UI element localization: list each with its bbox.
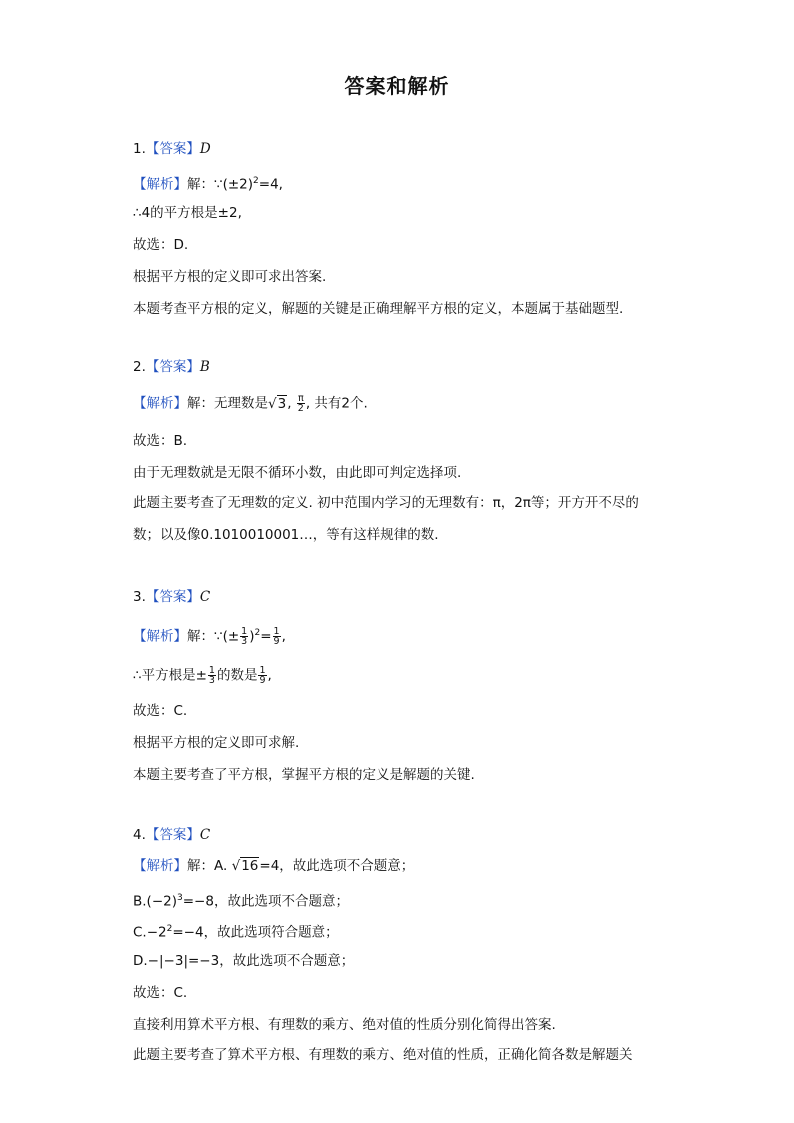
- q4-answer-line: [133, 826, 210, 844]
- answer-label: 【答案】: [145, 141, 200, 157]
- q2-line-4: 此题主要考查了无理数的定义. 初中范围内学习的无理数有：π，2π等；开方开不尽的: [133, 495, 639, 511]
- answer-label: 【答案】: [145, 359, 200, 375]
- q2-number: 2.: [133, 359, 146, 375]
- q1-analysis-line: 【解析】解：$\because(\pm 2)^2=4$,: [133, 176, 283, 193]
- q1-answer: D: [199, 141, 211, 157]
- q3-analysis-line: 【解析】解：∵(± $\frac{1}{3}$ )$^2$= $\frac{1}{9}$ ,: [133, 626, 286, 647]
- q4-line-2: $B.(-2)^3=-8$，故此选项不合题意；: [133, 893, 349, 910]
- q2-answer: B: [199, 359, 210, 375]
- q1-answer-line: [133, 140, 211, 158]
- q2-answer-line: [133, 358, 210, 376]
- page-title: 答案和解析: [344, 74, 450, 98]
- fraction: $\frac{1}{3}$: [241, 626, 248, 647]
- fraction: $\frac{1}{9}$: [273, 626, 280, 647]
- sqrt-expression: √16: [231, 858, 259, 874]
- fraction: $\frac{1}{3}$: [208, 665, 215, 686]
- q3-answer: C: [199, 589, 211, 605]
- q2-analysis-line: 【解析】解：无理数是√3, $\frac{\pi}{2}$ , 共有2个.: [133, 393, 368, 414]
- analysis-label: 【解析】: [133, 628, 187, 645]
- fraction: $\frac{\pi}{2}$: [297, 393, 304, 414]
- q1-number: 1.: [133, 141, 146, 157]
- answer-label: 【答案】: [145, 589, 200, 605]
- q2-line-5: 数；以及像0.1010010001…，等有这样规律的数.: [133, 527, 439, 543]
- q4-line-7: 此题主要考查了算术平方根、有理数的乘方、绝对值的性质，正确化简各数是解题关: [133, 1047, 633, 1063]
- q1-line-4: 根据平方根的定义即可求出答案.: [133, 269, 327, 285]
- q4-line-4: D.−|−3|=−3，故此选项不合题意；: [133, 953, 355, 969]
- analysis-label: 【解析】: [133, 858, 187, 874]
- q2-line-2: 故选：B.: [133, 433, 188, 449]
- q1-line-5: 本题考查平方根的定义，解题的关键是正确理解平方根的定义，本题属于基础题型.: [133, 301, 624, 317]
- analysis-label: 【解析】: [133, 176, 187, 193]
- fraction: $\frac{1}{9}$: [259, 665, 266, 686]
- q4-number: 4.: [133, 827, 146, 843]
- q3-number: 3.: [133, 589, 146, 605]
- q4-analysis-line: 【解析】解：A. √16=4，故此选项不合题意；: [133, 858, 415, 874]
- sqrt-expression: √3: [268, 395, 287, 412]
- q1-line-3: 故选：D.: [133, 237, 189, 253]
- analysis-label: 【解析】: [133, 395, 187, 412]
- q3-line-3: 故选：C.: [133, 703, 188, 719]
- q3-line-4: 根据平方根的定义即可求解.: [133, 735, 300, 751]
- answer-label: 【答案】: [145, 827, 200, 843]
- q2-line-3: 由于无理数就是无限不循环小数，由此即可判定选择项.: [133, 465, 462, 481]
- q4-answer: C: [199, 827, 211, 843]
- q3-line-2: ∴平方根是± $\frac{1}{3}$ 的数是 $\frac{1}{9}$ ,: [133, 665, 272, 686]
- q3-line-5: 本题主要考查了平方根，掌握平方根的定义是解题的关键.: [133, 767, 475, 783]
- q3-answer-line: [133, 588, 210, 606]
- q4-line-5: 故选：C.: [133, 985, 188, 1001]
- q4-line-6: 直接利用算术平方根、有理数的乘方、绝对值的性质分别化简得出答案.: [133, 1017, 556, 1033]
- q1-line-2: ∴4的平方根是±2,: [133, 205, 242, 221]
- q4-line-3: $C.-2^2=-4$，故此选项符合题意；: [133, 924, 339, 941]
